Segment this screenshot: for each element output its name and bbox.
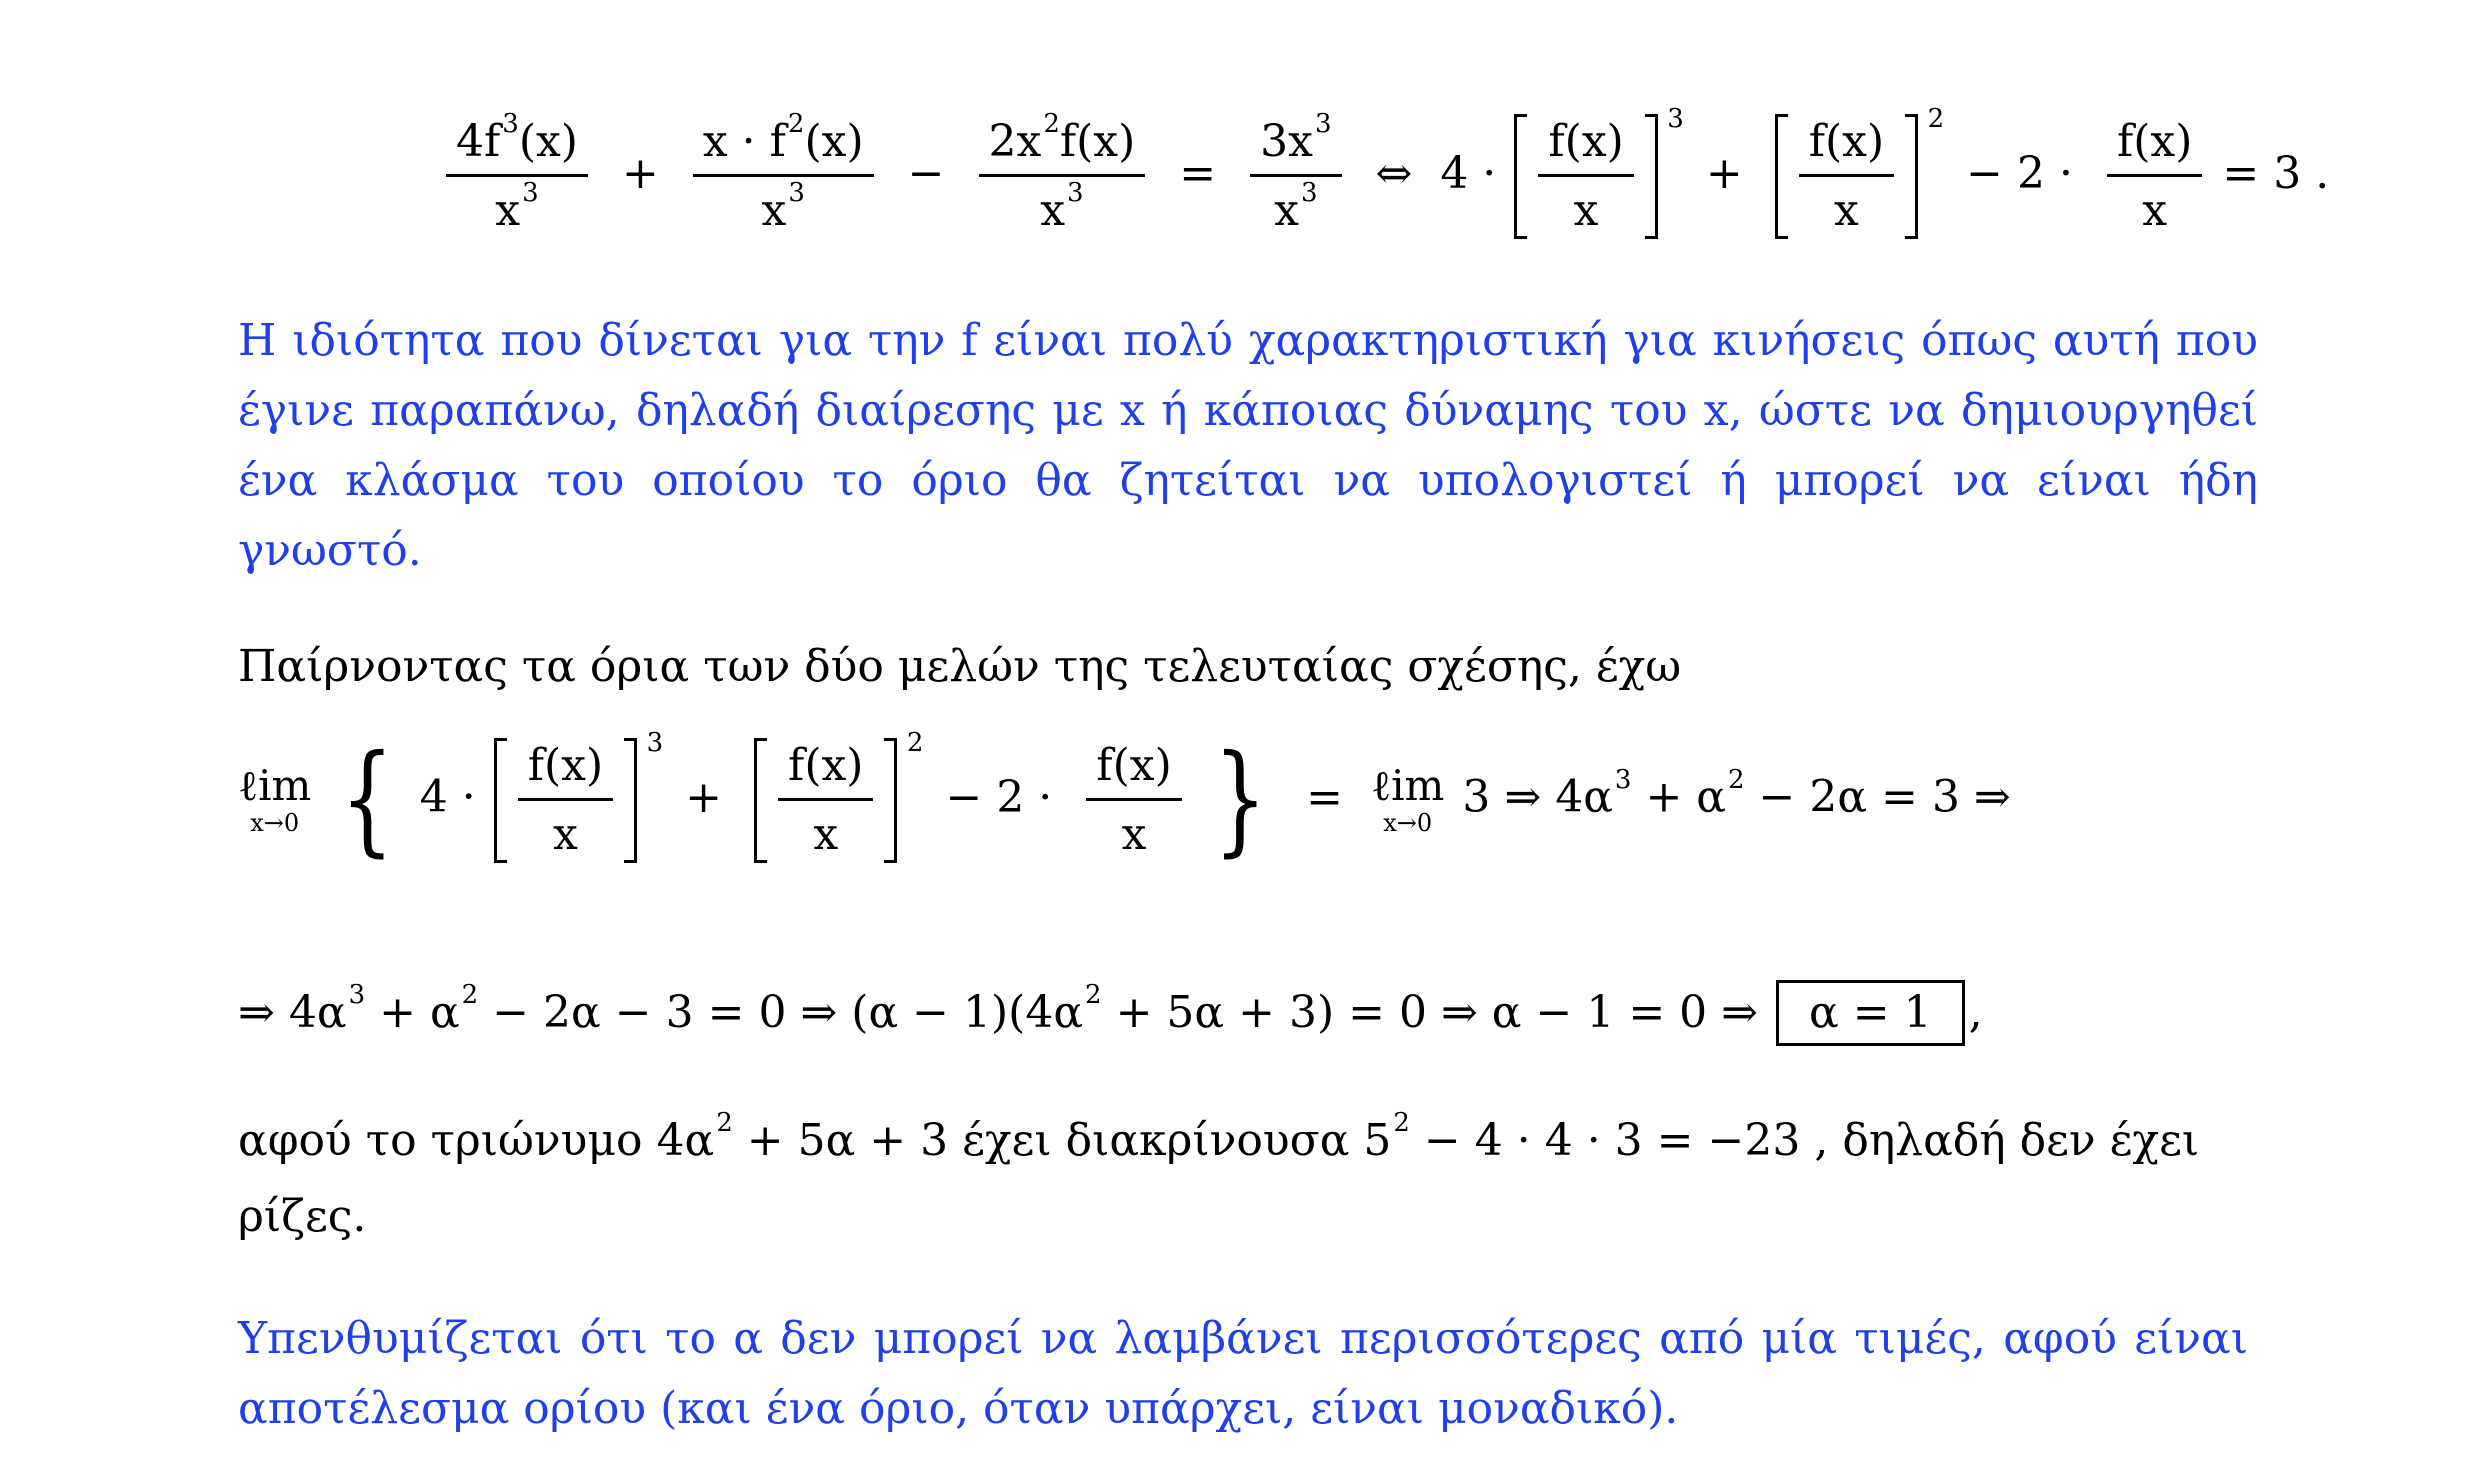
iff-arrow: ⇔ bbox=[1375, 148, 1413, 199]
equation-3: ⇒ $4\alpha^3 + \alpha^2 - 2\alpha - 3 = 0$ ⇒ $(\alpha - 1)(4\alpha^2 + 5\alpha + 3) = 0$ ⇒ α − 1 = 0 ⇒ α = 1 , bbox=[238, 980, 1983, 1046]
equation-2 bbox=[238, 727, 2011, 869]
exponent: 3 bbox=[1614, 764, 1632, 795]
boxed-result: α = 1 bbox=[1776, 980, 1965, 1046]
bracket-ratio-cubed: $\frac{f(x)}{x}$ 3 bbox=[1514, 120, 1657, 233]
right-brace: } bbox=[1213, 730, 1267, 869]
equals-sign: = bbox=[1179, 148, 1217, 199]
paragraph-limits-intro: Παίρνοντας τα όρια των δύο μελών της τελευταίας σχέσης, έχω bbox=[238, 641, 1682, 692]
fraction-ratio: $\frac{f(x)}{x}$ bbox=[2107, 120, 2202, 233]
coefficient: 4 · bbox=[419, 771, 476, 823]
limit-operator-2: ℓim x→0 bbox=[1370, 761, 1445, 837]
bracket-ratio-squared: $\frac{f(x)}{x}$ 2 bbox=[1775, 120, 1918, 233]
left-brace: { bbox=[340, 730, 395, 869]
equation-1 bbox=[440, 104, 2330, 236]
paragraph-discriminant: αφού το τριώνυμο $4\alpha^2 + 5\alpha + 3$ έχει διακρίνουσα $5^2 - 4 \cdot 4 \cdot 3 = -23$ , δηλαδή δεν έχει ρίζες. bbox=[238, 1108, 2200, 1242]
paragraph-note-2: Υπενθυμίζεται ότι το α δεν μπορεί να λαμβάνει περισσότερες από μία τιμές, αφού είναι αποτέλεσμα ορίου (και ένα όριο, όταν υπάρχει, είναι μοναδικό). bbox=[238, 1313, 2248, 1434]
plus-sign: + bbox=[685, 771, 723, 823]
fraction-ratio: $\frac{f(x)}{x}$ bbox=[1086, 744, 1181, 857]
bracket-ratio-cubed: $\frac{f(x)}{x}$ 3 bbox=[494, 744, 637, 857]
fraction-term-1: $\frac{4f^3(x)}{x^3}$ bbox=[446, 120, 588, 233]
equation-rhs: = 3 . bbox=[2222, 148, 2330, 199]
bracket-ratio-squared: $\frac{f(x)}{x}$ 2 bbox=[754, 744, 897, 857]
minus-term: − 2 · bbox=[945, 771, 1053, 823]
minus-sign: − bbox=[907, 148, 945, 199]
paragraph-note-1: Η ιδιότητα που δίνεται για την f είναι πολύ χαρακτηριστική για κινήσεις όπως αυτή που έγινε παραπάνω, δηλαδή διαίρεσης με x ή κάποιας δύναμης του x, ώστε να δημιουργηθεί ένα κλάσμα του οποίου το όριο θα ζητείται να υπολογιστεί ή μπορεί να είναι ήδη γνωστό. bbox=[238, 315, 2258, 576]
fraction-term-3: $\frac{2x^2f(x)}{x^3}$ bbox=[979, 120, 1146, 233]
equals-sign: = bbox=[1306, 771, 1343, 823]
fraction-term-2: $\frac{x \cdot f^2(x)}{x^3}$ bbox=[693, 120, 874, 233]
exponent: 2 bbox=[1728, 764, 1745, 795]
limit-operator: ℓim x→0 bbox=[238, 761, 312, 837]
coefficient: 4 · bbox=[1440, 148, 1497, 199]
fraction-term-4: $\frac{3x^3}{x^3}$ bbox=[1250, 120, 1341, 233]
rhs-part: 3 ⇒ 4α bbox=[1462, 771, 1613, 823]
rhs-part: − 2α = 3 ⇒ bbox=[1744, 771, 2011, 823]
rhs-part: + α bbox=[1631, 771, 1727, 823]
minus-term: − 2 · bbox=[1966, 148, 2073, 199]
plus-sign: + bbox=[621, 148, 659, 199]
plus-sign: + bbox=[1705, 148, 1743, 199]
